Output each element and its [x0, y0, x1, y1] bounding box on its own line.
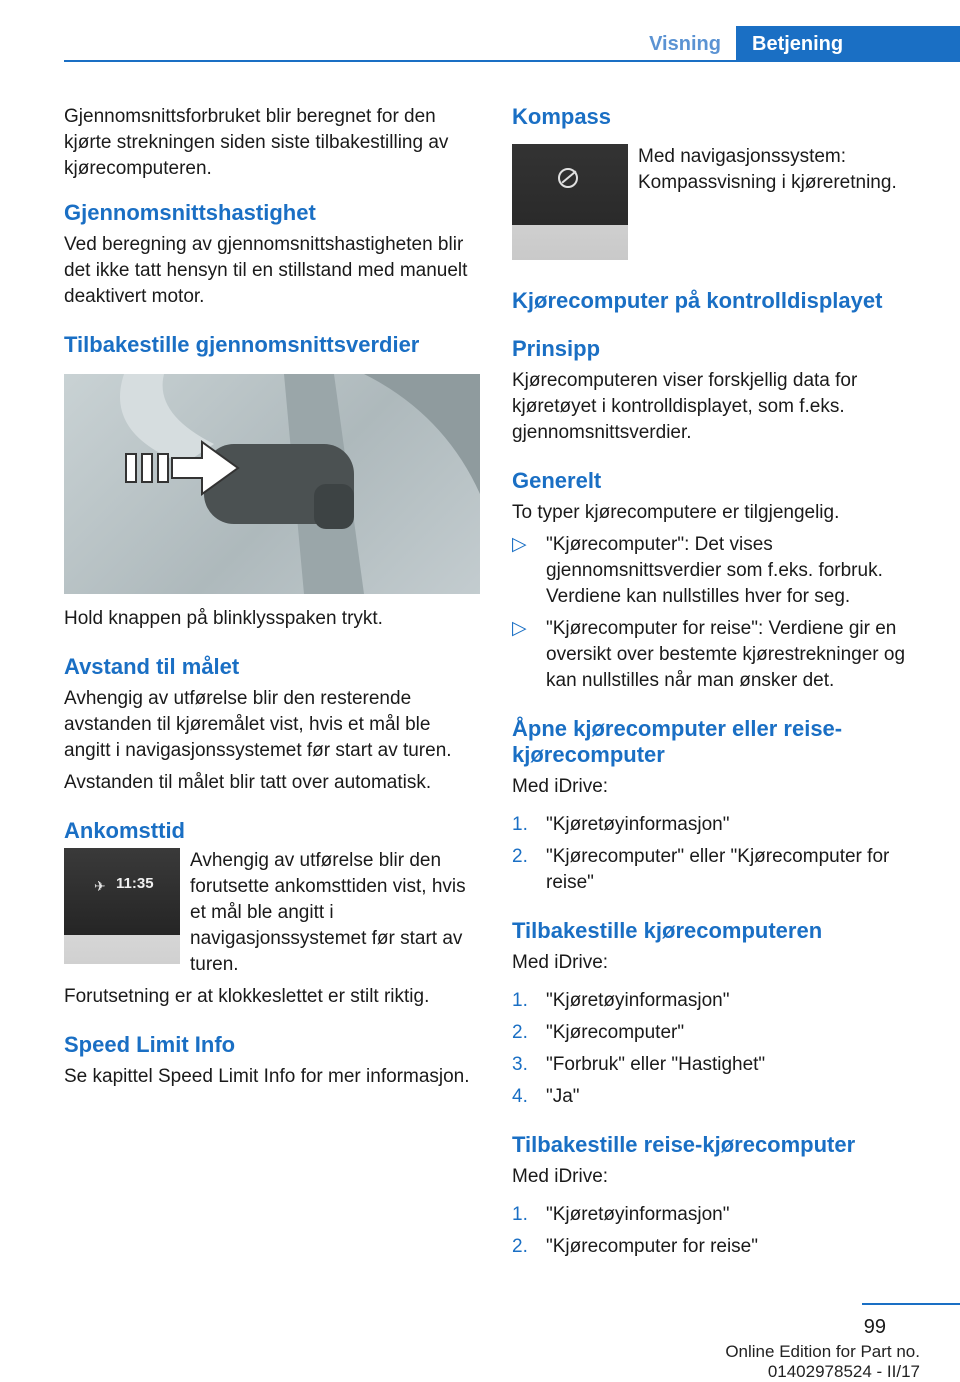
heading-avg-speed: Gjennomsnittshastighet: [64, 200, 316, 225]
list-item: 4. "Ja": [512, 1086, 580, 1107]
heading-distance: Avstand til målet: [64, 654, 240, 679]
page-number: 99: [863, 1316, 886, 1338]
step-text: "Kjøretøyinformasjon": [546, 1204, 730, 1225]
speed-limit-paragraph: Se kapittel Speed Limit Info for mer informasjon.: [64, 1066, 470, 1087]
list-item: [512, 532, 930, 610]
principle-paragraph: Kjørecomputeren viser forskjellig data for kjøretøyet i kontrolldisplayet, som f.eks. gjennomsnittsverdier.: [512, 370, 858, 443]
step-text: "Ja": [546, 1086, 580, 1107]
heading-speed-limit: Speed Limit Info: [64, 1032, 236, 1057]
steps-trip: [512, 1202, 930, 1260]
list-item: 2. "Kjørecomputer": [512, 1022, 685, 1043]
heading-main: Kjørecomputer på kontrolldisplayet: [512, 288, 883, 313]
bullet-text: "Kjørecomputer for reise": Verdiene gir en oversikt over bestemte kjørestrekninger og kan nullstilles når man ønsker det.: [546, 618, 906, 691]
tab-betjening[interactable]: Betjening: [736, 26, 960, 62]
stalk-drawing: [64, 374, 480, 594]
heading-open-computer: Åpne kjørecomputer eller reise-kjørecomputer: [512, 716, 843, 767]
arrival-paragraph-1: Avhengig av utførelse blir den forutsette ankomsttiden vist, hvis et mål ble angitt i navigasjonssystemet før start av turen.: [190, 850, 466, 975]
bullet-triangle-icon: ▷: [512, 618, 527, 639]
computer-types-list: [512, 532, 930, 694]
step-text: "Kjørecomputer for reise": [546, 1236, 758, 1257]
list-item: 1. "Kjøretøyinformasjon": [512, 1204, 730, 1225]
header-rule: [64, 60, 960, 62]
general-paragraph: To typer kjørecomputere er tilgjengelig.: [512, 502, 840, 523]
compass-display: [512, 144, 628, 260]
left-column: [64, 104, 482, 1090]
bullet-text: "Kjørecomputer": Det vises gjennomsnittsverdier som f.eks. forbruk. Verdiene kan nullstilles hver for seg.: [546, 534, 883, 607]
list-item: 2. "Kjørecomputer for reise": [512, 1236, 758, 1257]
step-text: "Kjøretøyinformasjon": [546, 814, 730, 835]
edition-footer: Online Edition for Part no. 01402978524 - II/17: [725, 1342, 920, 1381]
heading-arrival: Ankomsttid: [64, 818, 185, 843]
step-text: "Kjøretøyinformasjon": [546, 990, 730, 1011]
step-text: "Kjørecomputer": [546, 1022, 685, 1043]
list-item: [512, 616, 930, 694]
distance-paragraph-1: Avhengig av utførelse blir den resterende avstanden til kjøremålet vist, hvis et mål ble angitt i navigasjonssystemet før start av turen.: [64, 688, 452, 761]
caption-hold-button: Hold knappen på blinklysspaken trykt.: [64, 608, 383, 629]
right-column: [512, 104, 930, 1266]
steps-reset: [512, 988, 930, 1110]
avg-speed-paragraph: Ved beregning av gjennomsnittshastigheten blir det ikke tatt hensyn til en stillstand med manuelt deaktivert motor.: [64, 234, 468, 307]
heading-reset-trip: Tilbakestille reise-kjørecomputer: [512, 1132, 856, 1157]
arrival-time-readout: 11:35: [116, 875, 154, 892]
heading-principle: Prinsipp: [512, 336, 601, 361]
distance-paragraph-2: Avstanden til målet blir tatt over automatisk.: [64, 772, 432, 793]
bullet-triangle-icon: ▷: [512, 534, 527, 555]
tab-visning[interactable]: Visning: [649, 33, 721, 55]
step-text: "Kjørecomputer" eller "Kjørecomputer for reise": [546, 846, 890, 893]
list-item: 1. "Kjøretøyinformasjon": [512, 814, 730, 835]
compass-paragraph: Med navigasjonssystem: Kompassvisning i kjøreretning.: [638, 146, 897, 193]
list-item: 3. "Forbruk" eller "Hastighet": [512, 1054, 766, 1075]
arrival-paragraph-2: Forutsetning er at klokkeslettet er stilt riktig.: [64, 986, 430, 1007]
heading-compass: Kompass: [512, 104, 612, 129]
heading-reset-computer: Tilbakestille kjørecomputeren: [512, 918, 823, 943]
turn-signal-stalk-illustration: [64, 374, 480, 594]
heading-general: Generelt: [512, 468, 602, 493]
flag-icon: ✈: [94, 878, 106, 894]
idrive-label-3: Med iDrive:: [512, 1166, 609, 1187]
idrive-label-1: Med iDrive:: [512, 776, 609, 797]
list-item: 2. "Kjørecomputer" eller "Kjørecomputer for reise": [512, 846, 890, 893]
steps-open: [512, 812, 930, 896]
list-item: 1. "Kjøretøyinformasjon": [512, 990, 730, 1011]
heading-reset-avg: Tilbakestille gjennomsnittsverdier: [64, 332, 420, 357]
idrive-label-2: Med iDrive:: [512, 952, 609, 973]
footer-rule: [862, 1303, 960, 1305]
intro-paragraph: Gjennomsnittsforbruket blir beregnet for den kjørte strekningen siden siste tilbakestilling av kjørecomputeren.: [64, 106, 449, 179]
step-text: "Forbruk" eller "Hastighet": [546, 1054, 766, 1075]
arrival-time-display: [64, 848, 180, 964]
